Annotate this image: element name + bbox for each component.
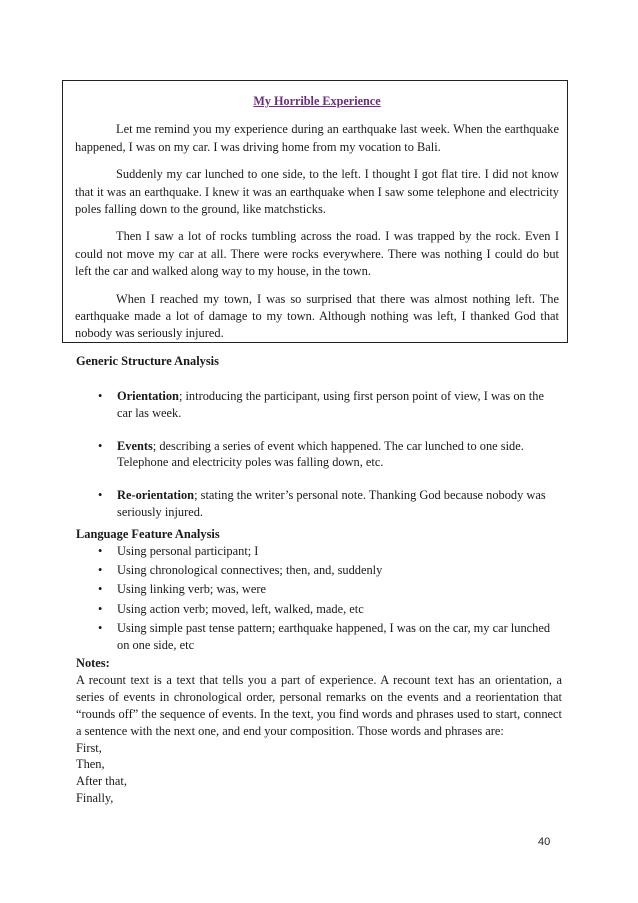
language-feature-section [76, 526, 562, 543]
story-box [62, 80, 568, 343]
feature-text: Using action verb; moved, left, walked, made, etc [117, 601, 364, 616]
bullet-icon: • [98, 563, 103, 578]
story-title: My Horrible Experience [253, 94, 381, 108]
list-item [76, 438, 562, 472]
transition-word: After that, [76, 774, 127, 789]
story-paragraph: Then I saw a lot of rocks tumbling across the road. I was trapped by the rock. Even I could not move my car at all. There were rocks everywhere. There was nothing I could do but left the car and walked along way to my house, in the town. [75, 229, 559, 279]
story-paragraph: When I reached my town, I was so surprised that there was almost nothing left. The earthquake made a lot of damage to my town. Although nothing was left, I thanked God that nobody was seriously injured. [75, 291, 559, 341]
bullet-icon: • [98, 582, 103, 597]
notes-paragraph: A recount text is a text that tells you a part of experience. A recount text has an orientation, a series of events in chronological order, personal remarks on the events and a reorientation that “rounds off” the sequence of events. In the text, you find words and phrases used to start, connect a sentence with the next one, and end your composition. Those words and phrases are: [76, 672, 562, 738]
list-item [76, 487, 562, 521]
generic-structure-heading: Generic Structure Analysis [76, 354, 219, 368]
structure-description: ; stating the writer’s personal note. Thanking God because nobody was seriously injured. [117, 488, 546, 519]
list-item [76, 620, 562, 654]
bullet-icon: • [98, 389, 103, 403]
bullet-icon: • [98, 620, 103, 635]
transition-word: Finally, [76, 791, 114, 806]
list-item [76, 388, 562, 422]
generic-structure-section [76, 353, 562, 370]
notes-section [76, 655, 562, 807]
language-feature-heading: Language Feature Analysis [76, 527, 220, 541]
bullet-icon: • [98, 488, 103, 503]
feature-text: Using simple past tense pattern; earthquake happened, I was on the car, my car lunched on one side, etc [117, 620, 551, 652]
structure-term: Re-orientation [117, 488, 195, 503]
generic-structure-list [76, 388, 562, 537]
language-feature-list [76, 543, 562, 656]
transition-word: Then, [76, 757, 105, 772]
list-item [76, 543, 562, 560]
structure-description: ; introducing the participant, using first person point of view, I was on the car las week. [117, 389, 544, 420]
list-item [76, 562, 562, 579]
feature-text: Using personal participant; I [117, 544, 259, 558]
story-paragraph: Suddenly my car lunched to one side, to the left. I thought I got flat tire. I did not know that it was an earthquake. I knew it was an earthquake when I saw some telephone and electricity poles falling down to the ground, like matchsticks. [75, 167, 559, 217]
story-paragraph: Let me remind you my experience during an earthquake last week. When the earthquake happened, I was on my car. I was driving home from my vocation to Bali. [75, 122, 559, 154]
notes-heading: Notes: [76, 656, 110, 670]
transition-word: First, [76, 740, 102, 755]
bullet-icon: • [98, 601, 103, 616]
structure-term: Orientation [117, 389, 179, 403]
structure-term: Events [117, 438, 153, 453]
bullet-icon: • [98, 544, 103, 558]
feature-text: Using linking verb; was, were [117, 582, 267, 597]
list-item [76, 581, 562, 598]
bullet-icon: • [98, 438, 103, 453]
list-item [76, 601, 562, 618]
page-number: 40 [538, 836, 551, 848]
structure-description: ; describing a series of event which happened. The car lunched to one side. Telephone and electricity poles was falling down, etc. [117, 438, 524, 470]
feature-text: Using chronological connectives; then, and, suddenly [117, 563, 383, 578]
